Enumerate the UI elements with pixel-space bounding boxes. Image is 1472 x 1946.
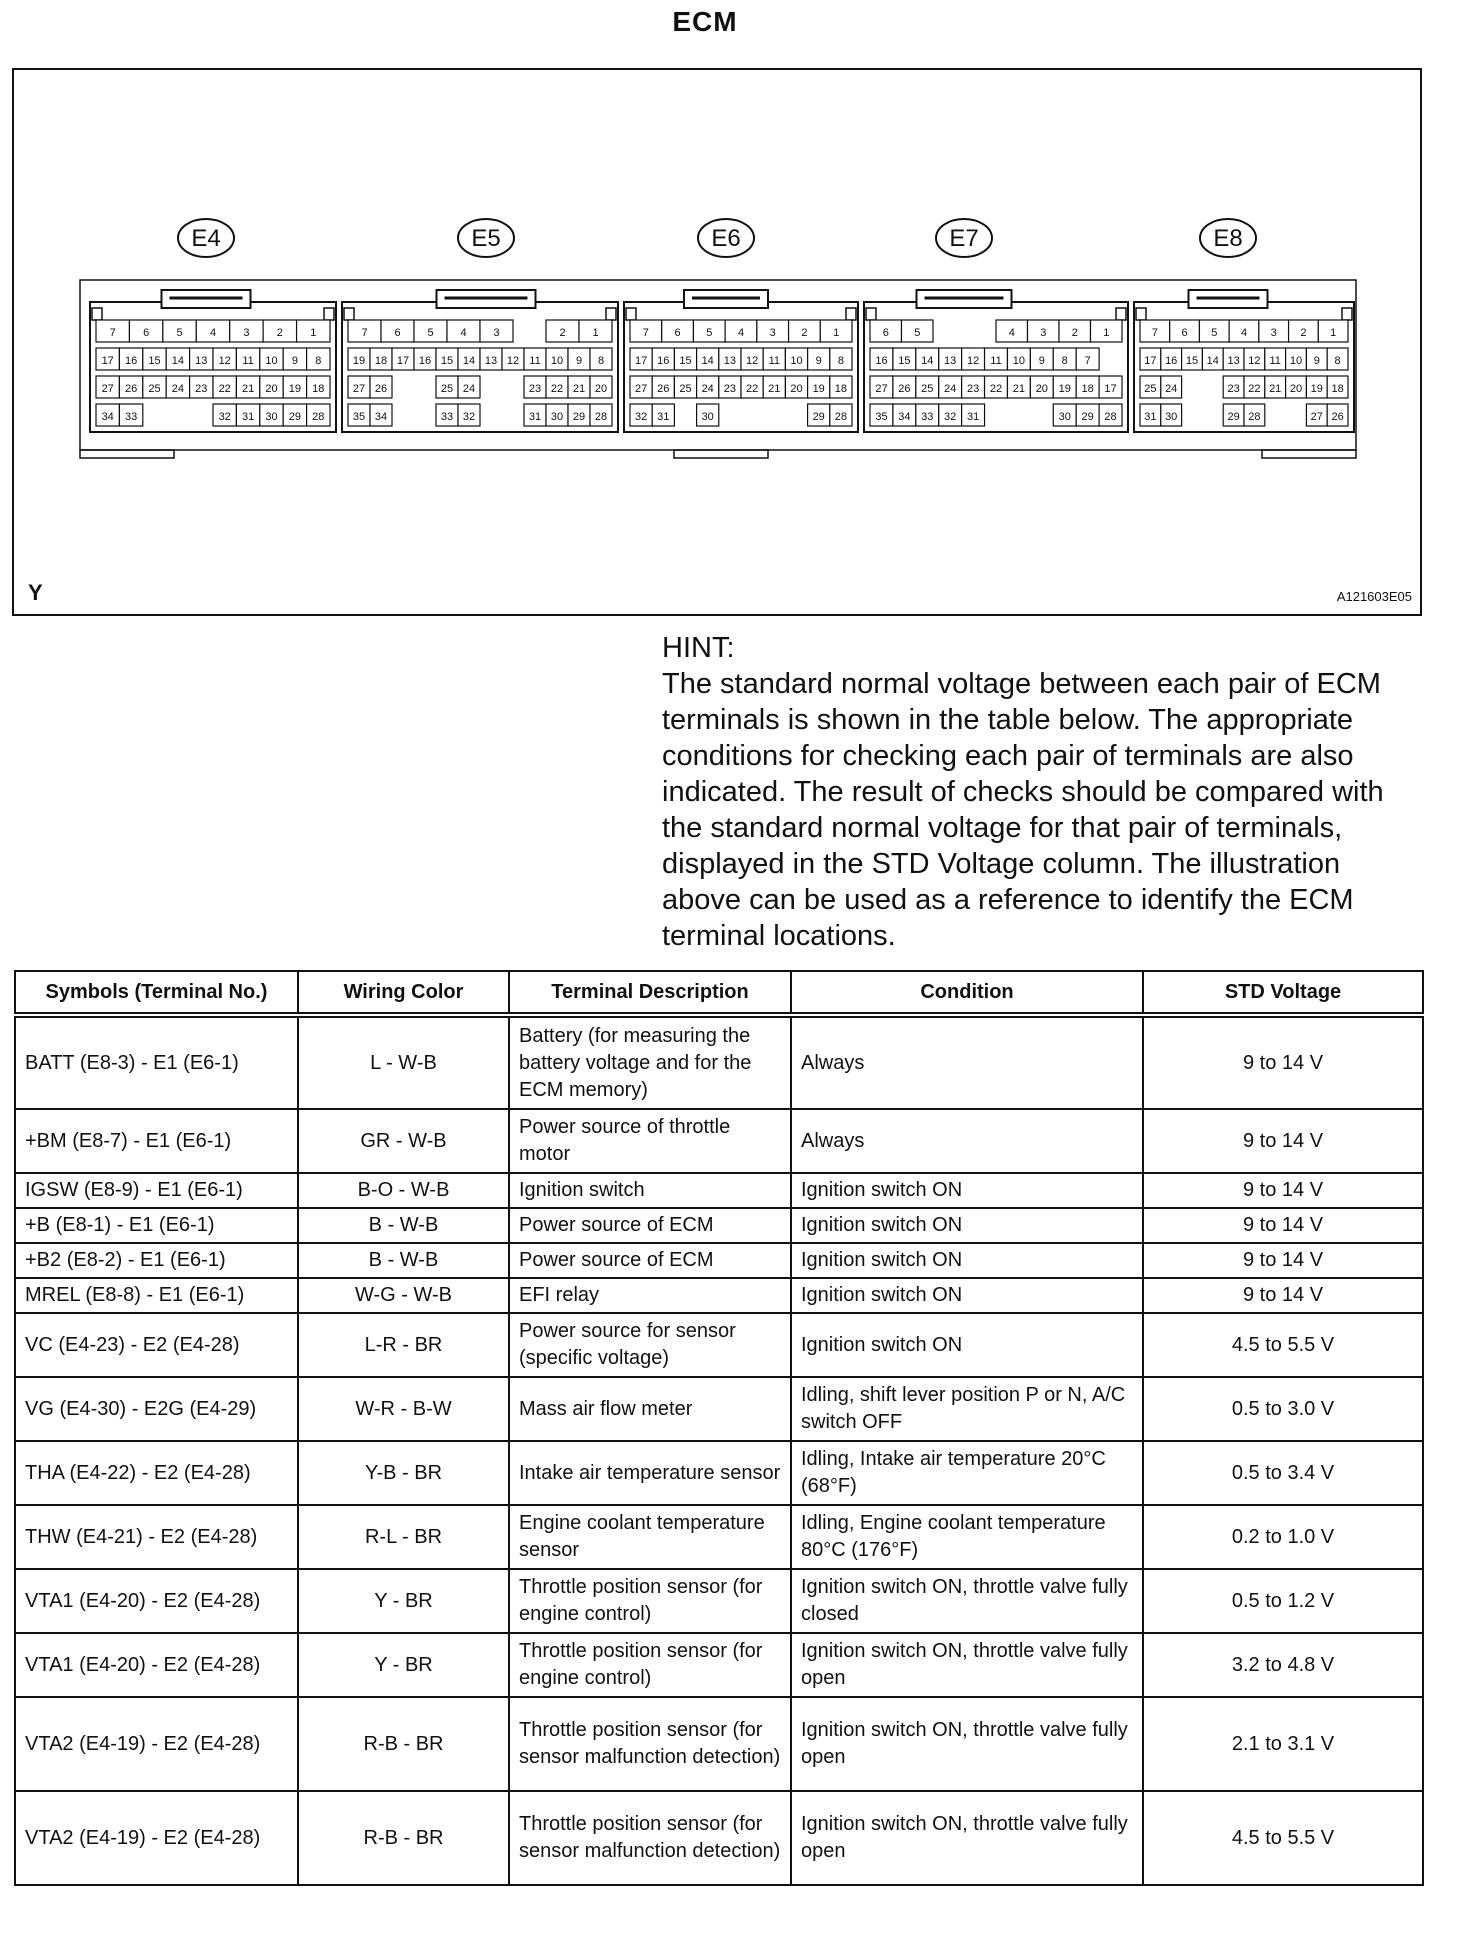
terminal-number: 34 [898,411,911,423]
terminal-number: 8 [315,355,322,367]
header-std-voltage: STD Voltage [1143,971,1423,1015]
condition-cell: Ignition switch ON, throttle valve fully open [791,1791,1143,1885]
wiring-color-cell: Y-B - BR [298,1441,509,1505]
terminal-number: 6 [394,327,401,339]
terminal-number: 2 [559,327,566,339]
description-cell: Throttle position sensor (for sensor malfunction detection) [509,1697,791,1791]
terminal-number: 16 [1165,355,1178,367]
terminal-number: 24 [462,383,476,395]
terminal-number: 23 [1227,383,1240,395]
description-cell: Power source of ECM [509,1243,791,1278]
terminal-number: 12 [745,355,759,367]
terminal-number: 11 [768,355,781,367]
terminal-number: 1 [1330,327,1337,339]
terminal-number: 20 [1035,383,1048,395]
terminal-number: 12 [218,355,231,367]
condition-cell: Always [791,1109,1143,1173]
terminal-number: 10 [550,355,564,367]
terminal-number: 12 [506,355,520,367]
terminal-number: 21 [1012,383,1026,395]
symbol-cell: +BM (E8-7) - E1 (E6-1) [15,1109,298,1173]
condition-cell: Ignition switch ON, throttle valve fully open [791,1633,1143,1697]
table-row [15,1173,1423,1208]
table-row [15,1441,1423,1505]
terminal-number: 15 [679,355,692,367]
terminal-number: 5 [1211,327,1218,339]
terminal-number: 20 [1289,383,1303,395]
terminal-number: 21 [1269,383,1282,395]
terminal-number: 32 [944,411,957,423]
terminal-number: 10 [265,355,278,367]
terminal-number: 19 [1310,383,1323,395]
terminal-number: 14 [701,355,714,367]
terminal-number: 16 [875,355,888,367]
connector-label: E8 [1213,225,1243,252]
terminal-number: 18 [1331,383,1344,395]
symbol-cell: VG (E4-30) - E2G (E4-29) [15,1377,298,1441]
terminal-number: 23 [723,383,737,395]
symbol-cell: THW (E4-21) - E2 (E4-28) [15,1505,298,1569]
terminal-number: 6 [143,327,150,339]
terminal-number: 4 [1008,327,1015,339]
terminal-number: 1 [310,327,317,339]
terminal-number: 16 [124,355,138,367]
terminal-number: 6 [1181,327,1188,339]
terminal-number: 35 [352,411,366,423]
terminal-number: 17 [634,355,648,367]
terminal-number: 29 [572,411,586,423]
wiring-color-cell: W-G - W-B [298,1278,509,1313]
terminal-number: 27 [352,383,366,395]
terminal-number: 8 [597,355,605,367]
terminal-number: 3 [1040,327,1047,339]
voltage-cell: 9 to 14 V [1143,1243,1423,1278]
terminal-number: 30 [550,411,564,423]
voltage-cell: 2.1 to 3.1 V [1143,1697,1423,1791]
symbol-cell: VC (E4-23) - E2 (E4-28) [15,1313,298,1377]
ecm-connector-illustration [14,70,1420,614]
header-condition: Condition [791,971,1143,1015]
terminal-number: 28 [1104,411,1117,423]
table-row [15,1313,1423,1377]
terminal-number: 3 [769,327,776,339]
terminal-number: 5 [706,327,713,339]
terminal-number: 29 [812,411,825,423]
terminal-number: 26 [657,383,670,395]
table-row [15,1505,1423,1569]
terminal-number: 19 [1058,383,1071,395]
description-cell: Intake air temperature sensor [509,1441,791,1505]
terminal-number: 13 [195,355,208,367]
terminal-number: 22 [745,383,759,395]
terminal-number: 5 [176,327,183,339]
terminal-number: 15 [1185,355,1199,367]
terminal-number: 29 [1227,411,1240,423]
description-cell: Ignition switch [509,1173,791,1208]
terminal-number: 18 [1081,383,1094,395]
terminal-number: 13 [723,355,737,367]
connector-label: E7 [949,225,979,252]
terminal-number: 2 [1071,327,1078,339]
terminal-number: 28 [1248,411,1261,423]
terminal-number: 22 [989,383,1003,395]
table-row [15,1697,1423,1791]
terminal-number: 31 [528,411,542,423]
terminal-number: 9 [815,355,822,367]
terminal-number: 7 [642,327,649,339]
table-row [15,1791,1423,1885]
terminal-number: 14 [462,355,476,367]
terminal-number: 8 [1061,355,1068,367]
terminal-number: 2 [276,327,283,339]
condition-cell: Idling, Intake air temperature 20°C (68°F) [791,1441,1143,1505]
terminal-number: 12 [966,355,980,367]
terminal-number: 15 [440,355,454,367]
terminal-number: 10 [790,355,803,367]
terminal-voltage-table [14,970,1424,1886]
condition-cell: Ignition switch ON [791,1173,1143,1208]
description-cell: Throttle position sensor (for engine control) [509,1569,791,1633]
symbol-cell: VTA1 (E4-20) - E2 (E4-28) [15,1633,298,1697]
terminal-number: 4 [737,327,745,339]
table-row [15,1243,1423,1278]
wiring-color-cell: R-B - BR [298,1697,509,1791]
terminal-number: 7 [361,327,368,339]
terminal-number: 18 [834,383,848,395]
table-row [15,1377,1423,1441]
terminal-number: 1 [592,327,599,339]
terminal-number: 9 [575,355,583,367]
condition-cell: Ignition switch ON [791,1243,1143,1278]
voltage-cell: 9 to 14 V [1143,1109,1423,1173]
terminal-number: 6 [674,327,681,339]
terminal-number: 20 [594,383,608,395]
symbol-cell: THA (E4-22) - E2 (E4-28) [15,1441,298,1505]
description-cell: Throttle position sensor (for engine control) [509,1633,791,1697]
terminal-number: 25 [1144,383,1157,395]
terminal-number: 13 [484,355,498,367]
table-header-row [15,971,1423,1015]
terminal-number: 30 [265,411,278,423]
terminal-number: 1 [833,327,840,339]
wiring-color-cell: B - W-B [298,1243,509,1278]
terminal-number: 17 [1144,355,1157,367]
terminal-number: 11 [529,355,541,367]
terminal-number: 29 [288,411,302,423]
terminal-number: 27 [634,383,648,395]
terminal-number: 26 [374,383,388,395]
condition-cell: Ignition switch ON [791,1208,1143,1243]
terminal-number: 24 [944,383,957,395]
terminal-number: 26 [124,383,138,395]
voltage-cell: 9 to 14 V [1143,1173,1423,1208]
description-cell: EFI relay [509,1278,791,1313]
terminal-number: 29 [1081,411,1094,423]
table-row [15,1015,1423,1109]
connector-label: E4 [191,225,221,252]
terminal-number: 23 [195,383,208,395]
condition-cell: Ignition switch ON [791,1313,1143,1377]
symbol-cell: +B (E8-1) - E1 (E6-1) [15,1208,298,1243]
terminal-number: 3 [243,327,250,339]
terminal-number: 35 [875,411,888,423]
header-symbols: Symbols (Terminal No.) [15,971,298,1015]
wiring-color-cell: B-O - W-B [298,1173,509,1208]
terminal-number: 34 [374,411,388,423]
terminal-number: 22 [218,383,231,395]
page-title: ECM [672,6,738,37]
terminal-number: 9 [1038,355,1045,367]
voltage-cell: 9 to 14 V [1143,1015,1423,1109]
terminal-number: 28 [834,411,848,423]
terminal-number: 13 [1227,355,1240,367]
terminal-number: 13 [944,355,957,367]
terminal-number: 1 [1103,327,1110,339]
terminal-number: 30 [1058,411,1071,423]
symbol-cell: VTA2 (E4-19) - E2 (E4-28) [15,1697,298,1791]
terminal-number: 16 [418,355,432,367]
condition-cell: Always [791,1015,1143,1109]
header-wiring-color: Wiring Color [298,971,509,1015]
terminal-number: 32 [462,411,476,423]
connector-label: E6 [711,225,741,252]
bottom-tab [80,450,174,458]
terminal-number: 25 [921,383,934,395]
terminal-number: 11 [1269,355,1281,367]
bottom-tab [674,450,768,458]
hint-heading: HINT: [662,632,735,664]
terminal-number: 21 [241,383,255,395]
wiring-color-cell: W-R - B-W [298,1377,509,1441]
condition-cell: Ignition switch ON [791,1278,1143,1313]
terminal-number: 14 [921,355,934,367]
terminal-number: 27 [1310,411,1323,423]
wiring-color-cell: R-L - BR [298,1505,509,1569]
terminal-number: 4 [1240,327,1248,339]
terminal-number: 27 [875,383,888,395]
terminal-number: 4 [460,327,467,339]
voltage-cell: 3.2 to 4.8 V [1143,1633,1423,1697]
terminal-number: 5 [427,327,434,339]
symbol-cell: MREL (E8-8) - E1 (E6-1) [15,1278,298,1313]
terminal-number: 32 [634,411,648,423]
bottom-tab [1262,450,1356,458]
terminal-number: 17 [1104,383,1117,395]
terminal-number: 18 [374,355,388,367]
terminal-number: 19 [352,355,366,367]
terminal-number: 3 [1270,327,1277,339]
terminal-number: 20 [790,383,803,395]
description-cell: Engine coolant temperature sensor [509,1505,791,1569]
description-cell: Battery (for measuring the battery voltage and for the ECM memory) [509,1015,791,1109]
terminal-number: 28 [594,411,608,423]
terminal-number: 20 [265,383,278,395]
wiring-color-cell: L-R - BR [298,1313,509,1377]
terminal-number: 31 [966,411,980,423]
terminal-number: 7 [1084,355,1091,367]
terminal-number: 32 [218,411,231,423]
terminal-number: 8 [837,355,844,367]
terminal-number: 10 [1012,355,1026,367]
terminal-number: 25 [679,383,692,395]
terminal-number: 23 [528,383,542,395]
voltage-cell: 4.5 to 5.5 V [1143,1313,1423,1377]
symbol-cell: +B2 (E8-2) - E1 (E6-1) [15,1243,298,1278]
terminal-number: 11 [242,355,254,367]
symbol-cell: BATT (E8-3) - E1 (E6-1) [15,1015,298,1109]
terminal-number: 11 [990,355,1002,367]
header-terminal-description: Terminal Description [509,971,791,1015]
terminal-number: 33 [921,411,934,423]
description-cell: Throttle position sensor (for sensor malfunction detection) [509,1791,791,1885]
description-cell: Power source of throttle motor [509,1109,791,1173]
terminal-number: 25 [440,383,454,395]
wiring-color-cell: B - W-B [298,1208,509,1243]
description-cell: Power source for sensor (specific voltage) [509,1313,791,1377]
wiring-color-cell: GR - W-B [298,1109,509,1173]
table-row [15,1208,1423,1243]
connector-diagram [12,68,1422,616]
voltage-cell: 4.5 to 5.5 V [1143,1791,1423,1885]
table-row [15,1633,1423,1697]
terminal-number: 2 [1300,327,1307,339]
voltage-cell: 0.5 to 3.4 V [1143,1441,1423,1505]
terminal-number: 23 [966,383,980,395]
terminal-number: 22 [550,383,564,395]
condition-cell: Ignition switch ON, throttle valve fully open [791,1697,1143,1791]
terminal-number: 27 [101,383,114,395]
terminal-number: 4 [209,327,217,339]
symbol-cell: IGSW (E8-9) - E1 (E6-1) [15,1173,298,1208]
terminal-number: 33 [124,411,138,423]
terminal-number: 24 [171,383,185,395]
voltage-cell: 9 to 14 V [1143,1278,1423,1313]
terminal-number: 30 [1165,411,1178,423]
terminal-number: 10 [1289,355,1303,367]
terminal-number: 19 [288,383,302,395]
hint-body: The standard normal voltage between each pair of ECM terminals is shown in the table below. The appropriate conditions for checking each pair of terminals are also indicated. The result of checks should be compared with the standard normal voltage for that pair of terminals, displayed in the STD Voltage column. The illustration above can be used as a reference to identify the ECM terminal locations. [662,668,1384,952]
voltage-cell: 9 to 14 V [1143,1208,1423,1243]
terminal-number: 31 [657,411,670,423]
terminal-number: 19 [812,383,825,395]
description-cell: Power source of ECM [509,1208,791,1243]
wiring-color-cell: Y - BR [298,1633,509,1697]
terminal-number: 7 [1151,327,1158,339]
terminal-number: 31 [241,411,255,423]
terminal-number: 6 [882,327,889,339]
terminal-number: 9 [291,355,298,367]
terminal-number: 8 [1334,355,1341,367]
terminal-number: 17 [101,355,114,367]
terminal-number: 12 [1248,355,1261,367]
terminal-number: 15 [898,355,911,367]
connector-label: E5 [471,225,501,252]
terminal-number: 14 [171,355,185,367]
table-row [15,1109,1423,1173]
terminal-number: 34 [101,411,114,423]
terminal-number: 5 [914,327,921,339]
terminal-number: 21 [768,383,781,395]
condition-cell: Ignition switch ON, throttle valve fully closed [791,1569,1143,1633]
symbol-cell: VTA1 (E4-20) - E2 (E4-28) [15,1569,298,1633]
wiring-color-cell: R-B - BR [298,1791,509,1885]
terminal-number: 15 [148,355,161,367]
symbol-cell: VTA2 (E4-19) - E2 (E4-28) [15,1791,298,1885]
voltage-cell: 0.5 to 3.0 V [1143,1377,1423,1441]
terminal-number: 24 [1165,383,1178,395]
terminal-number: 26 [898,383,911,395]
terminal-number: 14 [1206,355,1219,367]
terminal-number: 21 [572,383,586,395]
terminal-number: 25 [148,383,161,395]
condition-cell: Idling, shift lever position P or N, A/C switch OFF [791,1377,1143,1441]
terminal-number: 7 [109,327,116,339]
terminal-number: 31 [1144,411,1157,423]
terminal-number: 17 [396,355,410,367]
terminal-number: 16 [657,355,670,367]
wiring-color-cell: L - W-B [298,1015,509,1109]
terminal-number: 18 [312,383,325,395]
terminal-number: 2 [801,327,808,339]
description-cell: Mass air flow meter [509,1377,791,1441]
condition-cell: Idling, Engine coolant temperature 80°C (176°F) [791,1505,1143,1569]
wiring-color-cell: Y - BR [298,1569,509,1633]
terminal-number: 24 [701,383,714,395]
terminal-number: 26 [1331,411,1344,423]
terminal-number: 22 [1248,383,1261,395]
voltage-cell: 0.2 to 1.0 V [1143,1505,1423,1569]
terminal-number: 28 [312,411,325,423]
terminal-number: 9 [1313,355,1320,367]
hint-block [662,630,1422,954]
illustration-id: A121603E05 [1336,589,1412,604]
terminal-number: 3 [493,327,500,339]
table-row [15,1569,1423,1633]
terminal-number: 33 [440,411,454,423]
terminal-number: 30 [701,411,714,423]
view-letter: Y [28,580,43,605]
table-row [15,1278,1423,1313]
voltage-cell: 0.5 to 1.2 V [1143,1569,1423,1633]
